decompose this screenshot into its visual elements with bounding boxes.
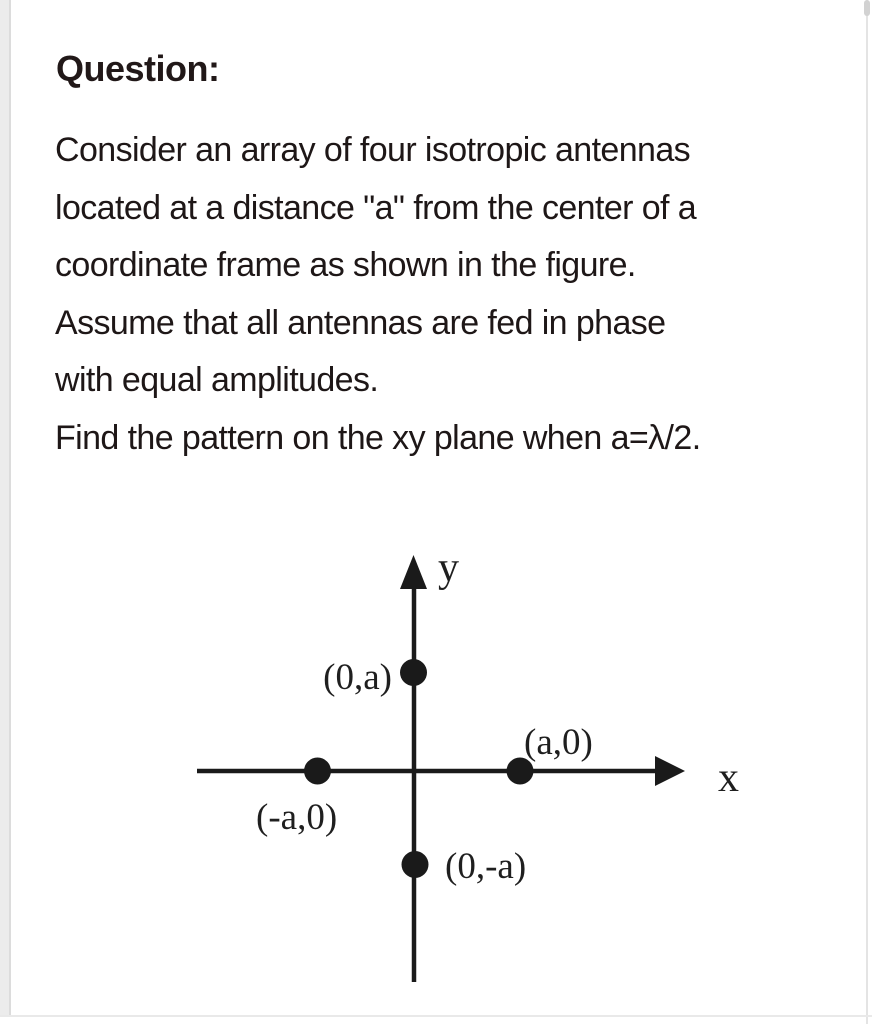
question-line-4: Assume that all antennas are fed in phase [55, 303, 666, 342]
question-line-1: Consider an array of four isotropic antennas [55, 131, 691, 169]
antenna-dot-0-neg-a [402, 851, 429, 878]
question-line-6: Find the pattern on the xy plane when a=λ/2. [55, 418, 701, 457]
y-axis-arrowhead-icon [400, 555, 427, 589]
question-line-2: located at a distance "a" from the center of a [55, 188, 697, 227]
point-label-0-neg-a: (0,-a) [445, 846, 527, 887]
question-line-5: with equal amplitudes. [55, 361, 379, 399]
point-label-a0: (a,0) [524, 722, 593, 763]
x-axis-arrowhead-icon [655, 756, 685, 786]
question-heading: Question: [56, 48, 220, 89]
antenna-dot-neg-a0 [304, 758, 331, 785]
point-label-0a: (0,a) [323, 657, 392, 698]
antenna-dot-0a [400, 659, 427, 686]
x-axis-label: x [718, 755, 739, 801]
y-axis-label: y [438, 545, 459, 591]
point-label-neg-a0: (-a,0) [256, 797, 338, 838]
question-line-3: coordinate frame as shown in the figure. [55, 246, 636, 284]
